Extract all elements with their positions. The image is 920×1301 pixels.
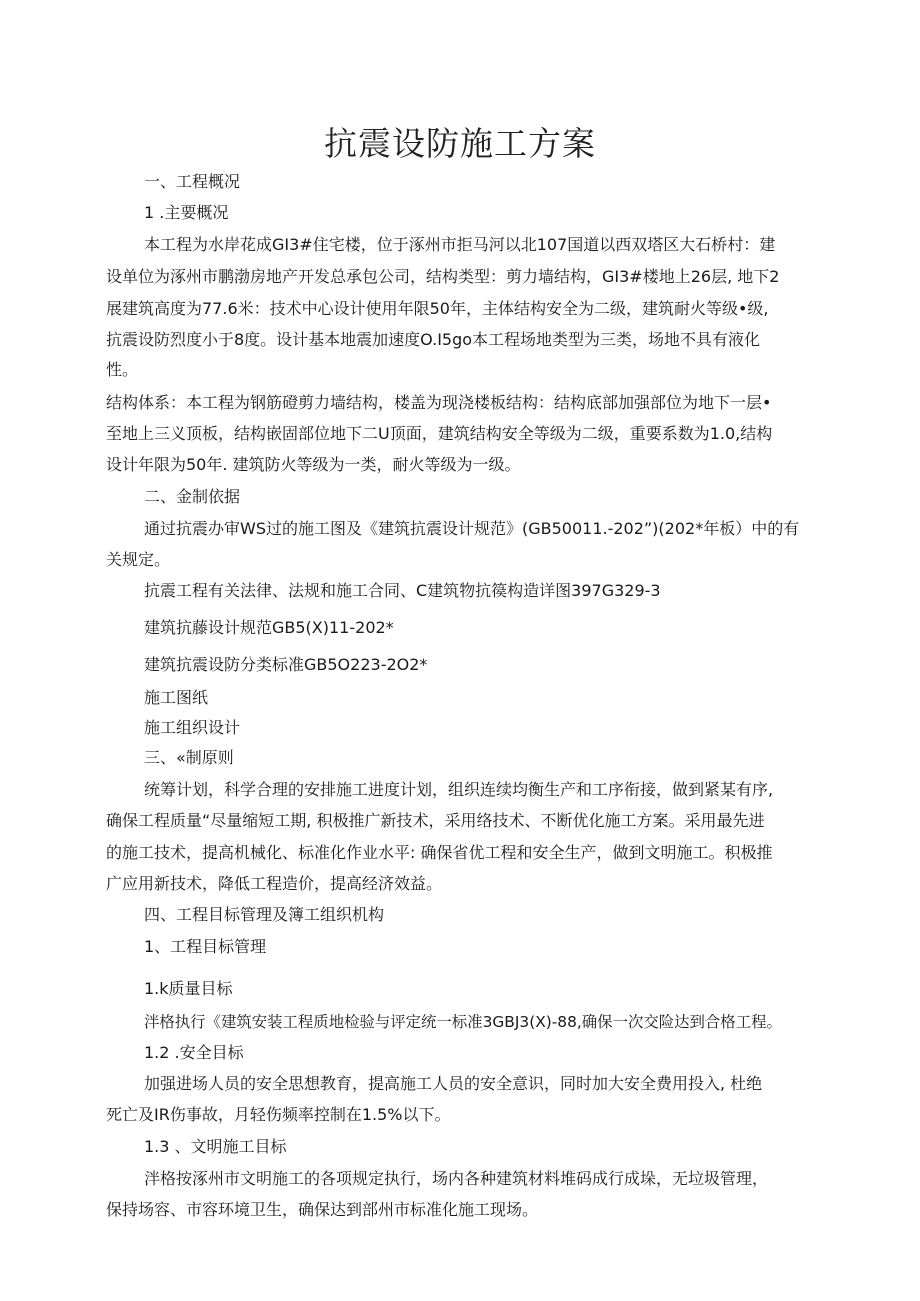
paragraph-line: 泮格执行《建筑安装工程质地检验与评定统一标准3GBJ3(X)-88,确保一次交险达到合格工程。: [144, 1013, 782, 1031]
subsection-heading: 1.k质量目标: [144, 979, 233, 998]
paragraph-line: 性。: [106, 360, 139, 379]
subsection-heading: 1.3 、文明施工目标: [144, 1137, 287, 1156]
list-item: 建筑抗震设防分类标准GB5O223-2O2*: [144, 655, 428, 674]
list-item: 施工图纸: [144, 688, 209, 707]
paragraph-line: 抗震设防烈度小于8度。设计基本地震加速度O.I5go本工程场地类型为三类，场地不具有液化: [106, 330, 761, 349]
paragraph-line: 保持场容、市容环境卫生，确保达到部州市标准化施工现场。: [106, 1200, 539, 1219]
list-item: 建筑抗藤设计规范GB5(X)11-202*: [144, 618, 394, 637]
paragraph-line: 确保工程质量“尽量缩短工期, 积极推广新技术，采用络技术、不断优化施工方案。采用最先进: [106, 811, 765, 830]
paragraph-line: 的施工技术，提高机械化、标准化作业水平: 确保省优工程和安全生产，做到文明施工。积极推: [106, 843, 773, 862]
paragraph-line: 加强进场人员的安全思想教育，提高施工人员的安全意识，同时加大安全费用投入, 杜绝: [144, 1074, 763, 1093]
subsection-heading: 1.2 .安全目标: [144, 1043, 244, 1062]
paragraph-line: 至地上三义顶板，结构嵌固部位地下二U顶面，建筑结构安全等级为二级，重要系数为1.0,结构: [106, 424, 773, 443]
paragraph-line: 统筹计划，科学合理的安排施工进度计划，组织连续均衡生产和工序衔接，做到紧某有序,: [144, 780, 774, 799]
paragraph-line: 设计年限为50年. 建筑防火等级为一类，耐火等级为一级。: [106, 455, 521, 474]
subsection-heading: 1 .主要概况: [144, 203, 229, 222]
paragraph-line: 结构体系：本工程为钢筋磴剪力墙结构，楼盖为现浇楼板结构：结构底部加强部位为地下一层•: [106, 393, 772, 412]
section-heading: 三、«制原则: [144, 748, 234, 767]
paragraph-line: 广应用新技术，降低工程造价，提高经济效益。: [106, 874, 443, 893]
paragraph-line: 关规定。: [106, 550, 171, 569]
paragraph-line: 设单位为涿州市鹏渤房地产开发总承包公司，结构类型：剪力墙结构，GI3#楼地上26层, 地下2: [106, 267, 780, 286]
paragraph-line: 展建筑高度为77.6米：技术中心设计使用年限50年，主体结构安全为二级，建筑耐火等级•级,: [106, 299, 769, 318]
document-title: 抗震设防施工方案: [324, 124, 596, 163]
paragraph-line: 通过抗震办审WS过的施工图及《建筑抗震设计规范》(GB50011.-202”)(202*年板）中的有: [144, 519, 800, 538]
list-item: 抗震工程有关法律、法规和施工合同、C建筑物抗篌构造详图397G329-3: [144, 581, 661, 600]
paragraph-line: 泮格按涿州市文明施工的各项规定执行，场内各种建筑材料堆码成行成垛，无垃圾管理，: [144, 1169, 769, 1188]
subsection-heading: 1、工程目标管理: [144, 937, 267, 956]
section-heading: 一、工程概况: [144, 172, 241, 191]
paragraph-line: 本工程为水岸花成GI3#住宅楼，位于涿州市拒马河以北107国道以西双塔区大石桥村：建: [144, 235, 776, 254]
section-heading: 二、金制依据: [144, 487, 241, 506]
section-heading: 四、工程目标管理及簿工组织机构: [144, 905, 385, 924]
paragraph-line: 死亡及IR伤事故，月轻伤频率控制在1.5%以下。: [106, 1105, 451, 1124]
list-item: 施工组织设计: [144, 718, 241, 737]
